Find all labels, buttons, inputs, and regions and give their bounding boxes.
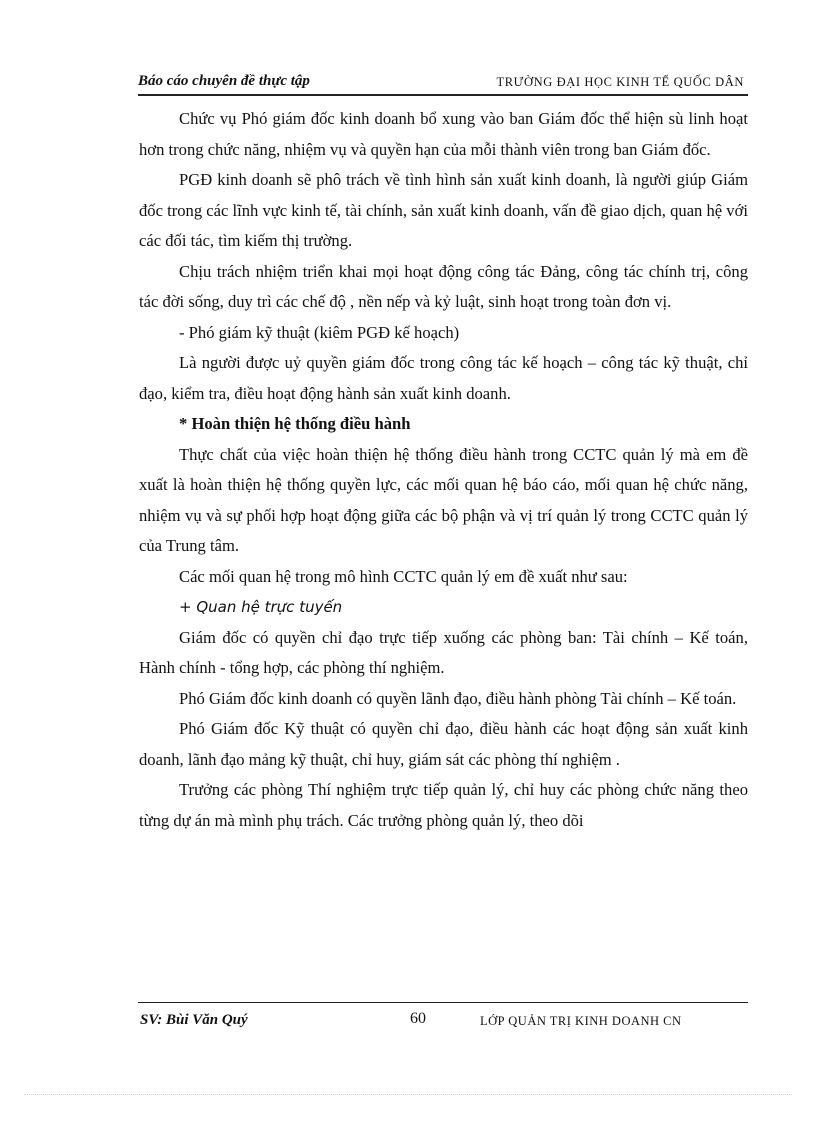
footer-class-name: LỚP QUẢN TRỊ KINH DOANH CN (480, 1014, 682, 1028)
paragraph: Chịu trách nhiệm triển khai mọi hoạt động công tác Đảng, công tác chính trị, công tác đời sống, duy trì các chế độ , nền nếp và kỷ luật, sinh hoạt trong toàn đơn vị. (139, 261, 748, 311)
header-university-name: TRƯỜNG ĐẠI HỌC KINH TẾ QUỐC DÂN (496, 75, 744, 89)
page-body (139, 104, 748, 836)
paragraph: Phó Giám đốc Kỹ thuật có quyền chỉ đạo, điều hành các hoạt động sản xuất kinh doanh, lãnh đạo mảng kỹ thuật, chỉ huy, giám sát các phòng thí nghiệm . (139, 719, 748, 769)
paragraph: Giám đốc có quyền chỉ đạo trực tiếp xuống các phòng ban: Tài chính – Kế toán, Hành chính - tổng hợp, các phòng thí nghiệm. (139, 627, 748, 677)
header-report-title: Báo cáo chuyên đề thực tập (138, 73, 310, 89)
paragraph: Là người được uỷ quyền giám đốc trong công tác kế hoạch – công tác kỹ thuật, chỉ đạo, kiểm tra, điều hoạt động hành sản xuất kinh doanh. (139, 353, 748, 403)
paragraph: - Phó giám kỹ thuật (kiêm PGĐ kế hoạch) (179, 322, 460, 342)
page-bottom-dotted-edge (24, 1094, 792, 1095)
section-heading: * Hoàn thiện hệ thống điều hành (179, 414, 411, 433)
footer-divider (138, 1002, 748, 1003)
paragraph: Trưởng các phòng Thí nghiệm trực tiếp quản lý, chỉ huy các phòng chức năng theo từng dự án mà mình phụ trách. Các trưởng phòng quản lý, theo dõi (139, 780, 748, 830)
paragraph: Thực chất của việc hoàn thiện hệ thống điều hành trong CCTC quản lý mà em đề xuất là hoàn thiện hệ thống quyền lực, các mối quan hệ báo cáo, mối quan hệ chức năng, nhiệm vụ và sự phối hợp hoạt động giữa các bộ phận và vị trí quản lý trong CCTC quản lý của Trung tâm. (139, 444, 748, 555)
paragraph: Chức vụ Phó giám đốc kinh doanh bổ xung vào ban Giám đốc thể hiện sù linh hoạt hơn trong chức năng, nhiệm vụ và quyền hạn của mỗi thành viên trong ban Giám đốc. (139, 109, 748, 159)
page-number: 60 (410, 1010, 426, 1027)
subsection-heading: + Quan hệ trực tuyến (179, 598, 343, 616)
paragraph: PGĐ kinh doanh sẽ phô trách về tình hình sản xuất kinh doanh, là người giúp Giám đốc trong các lĩnh vực kinh tế, tài chính, sản xuất kinh doanh, vấn đề giao dịch, quan hệ với các đối tác, tìm kiếm thị trường. (139, 170, 748, 250)
paragraph: Phó Giám đốc kinh doanh có quyền lãnh đạo, điều hành phòng Tài chính – Kế toán. (179, 688, 737, 708)
paragraph: Các mối quan hệ trong mô hình CCTC quản lý em đề xuất như sau: (179, 566, 628, 586)
page-header (138, 70, 748, 96)
footer-student-name: SV: Bùi Văn Quý (140, 1012, 248, 1028)
